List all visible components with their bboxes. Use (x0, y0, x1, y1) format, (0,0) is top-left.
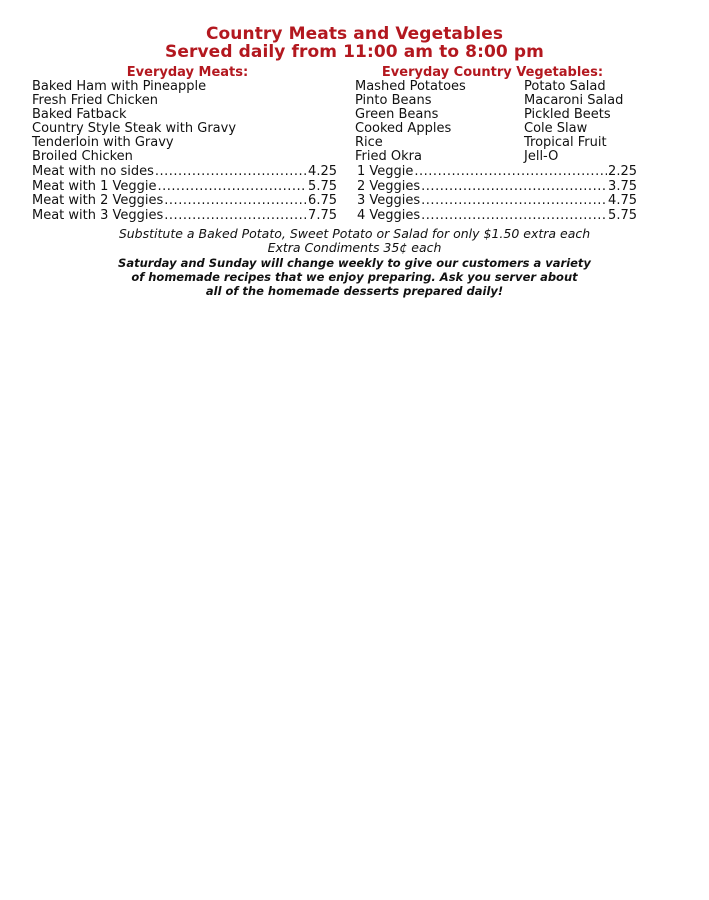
price-value: 5.75 (308, 178, 337, 194)
vegetable-item: Pinto Beans (355, 93, 432, 108)
price-value: 2.25 (608, 164, 637, 179)
price-label: 4 Veggies (357, 207, 421, 223)
condiments-note: Extra Condiments 35¢ each (267, 240, 442, 255)
dot-leader (421, 194, 607, 209)
price-row (32, 165, 337, 180)
price-row (357, 194, 637, 209)
price-label: 2 Veggies (357, 178, 421, 194)
meat-item: Tenderloin with Gravy (32, 135, 174, 150)
vegetable-item: Pickled Beets (524, 107, 611, 122)
vegetable-item: Jell-O (524, 149, 559, 164)
vegetable-item: Rice (355, 135, 383, 150)
dot-leader (164, 209, 307, 224)
vegetables-list-column-1 (355, 80, 466, 164)
substitute-note: Substitute a Baked Potato, Sweet Potato or Salad for only $1.50 extra each (118, 226, 591, 241)
price-row (32, 180, 337, 195)
price-value: 7.75 (308, 207, 337, 223)
vegetables-heading: Everyday Country Vegetables: (381, 65, 604, 80)
meats-heading: Everyday Meats: (126, 65, 249, 80)
weekend-note-line: Saturday and Sunday will change weekly to give our customers a variety (118, 256, 591, 270)
serving-hours: Served daily from 11:00 am to 8:00 pm (165, 42, 544, 62)
dot-leader (158, 180, 308, 195)
meat-price-list (32, 165, 337, 223)
dot-leader (414, 165, 607, 180)
weekend-note-line: all of the homemade desserts prepared daily! (205, 284, 504, 298)
price-value: 3.75 (608, 178, 637, 194)
vegetable-price-list (357, 165, 637, 223)
price-row (32, 209, 337, 224)
price-row (357, 165, 637, 180)
vegetable-item: Cole Slaw (524, 121, 588, 136)
meat-item: Baked Fatback (32, 107, 127, 122)
price-value: 6.75 (308, 193, 337, 208)
dot-leader (421, 209, 607, 224)
meats-list (32, 80, 236, 164)
vegetable-item: Green Beans (355, 107, 439, 122)
price-value: 4.25 (308, 164, 337, 179)
dot-leader (155, 165, 307, 180)
price-value: 5.75 (608, 207, 637, 223)
weekend-note-line: of homemade recipes that we enjoy preparing. Ask you server about (131, 270, 578, 284)
menu-title: Country Meats and Vegetables (205, 24, 504, 44)
dot-leader (421, 180, 607, 195)
vegetable-item: Mashed Potatoes (355, 79, 466, 94)
vegetable-item: Macaroni Salad (524, 93, 624, 108)
dot-leader (164, 194, 307, 209)
vegetable-item: Cooked Apples (355, 121, 452, 136)
vegetables-list-column-2 (524, 80, 623, 164)
meat-item: Fresh Fried Chicken (32, 93, 158, 108)
vegetable-item: Fried Okra (355, 149, 422, 164)
price-label: 1 Veggie (357, 164, 414, 179)
vegetable-item: Tropical Fruit (524, 135, 607, 150)
price-label: Meat with 2 Veggies (32, 193, 164, 208)
price-label: Meat with no sides (32, 164, 154, 179)
meat-item: Broiled Chicken (32, 149, 133, 164)
price-value: 4.75 (608, 193, 637, 208)
price-label: Meat with 1 Veggie (32, 178, 157, 194)
vegetable-item: Potato Salad (524, 79, 606, 94)
price-label: Meat with 3 Veggies (32, 207, 164, 223)
price-row (357, 180, 637, 195)
price-label: 3 Veggies (357, 193, 421, 208)
meat-item: Baked Ham with Pineapple (32, 79, 207, 94)
price-row (32, 194, 337, 209)
meat-item: Country Style Steak with Gravy (32, 121, 237, 136)
price-row (357, 209, 637, 224)
